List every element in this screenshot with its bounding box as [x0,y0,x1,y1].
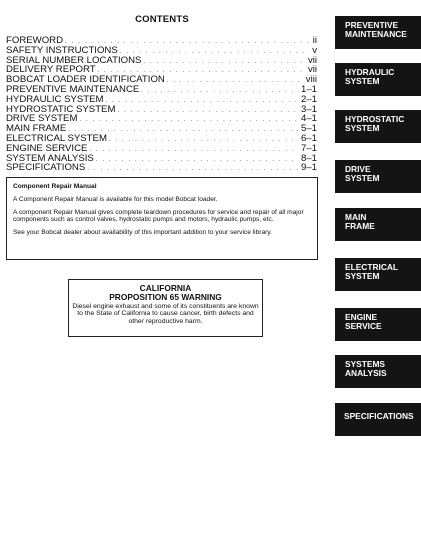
tab-specifications[interactable] [335,403,421,436]
tab-systems-analysis[interactable] [335,355,421,388]
section-tabs [335,0,421,560]
proposition-65-warning-box [68,279,263,337]
toc-label: ELECTRICAL SYSTEM [6,132,107,144]
tab-main-frame[interactable] [335,208,421,241]
tab-label: SYSTEMS ANALYSIS [345,359,387,378]
table-of-contents [6,36,317,173]
toc-leader-dots [117,107,299,117]
toc-page-number: 6–1 [300,132,317,144]
repair-manual-paragraph-1: A Component Repair Manual is available for this model Bobcat loader. [13,196,218,204]
toc-page-number: 7–1 [300,142,317,154]
component-repair-manual-box [6,177,318,260]
toc-page-number: 1–1 [300,83,317,95]
tab-label: MAIN FRAME [345,212,375,231]
tab-drive-system[interactable] [335,160,421,193]
toc-page-number: vii [307,54,317,66]
tab-electrical-system[interactable] [335,258,421,291]
toc-label: SPECIFICATIONS [6,162,86,174]
repair-manual-paragraph-2: A component Repair Manual gives complete teardown procedures for service and repair of all major components such as control valves, hydrostatic pumps and motors, hydraulic pumps, etc. [13,208,304,224]
toc-page-number: 4–1 [300,113,317,125]
toc-page-number: 3–1 [300,103,317,115]
warning-text: Diesel engine exhaust and some of its constituents are known to the State of California to cause cancer, birth defects and other reproductive harm. [72,303,259,325]
toc-label: HYDRAULIC SYSTEM [6,93,104,105]
toc-label: SYSTEM ANALYSIS [6,152,94,164]
toc-leader-dots [89,146,299,156]
tab-engine-service[interactable] [335,308,421,341]
tab-label: HYDRAULIC SYSTEM [345,67,395,86]
tab-label: DRIVE SYSTEM [345,164,380,183]
toc-page-number: 2–1 [300,93,317,105]
warning-title-line-2: PROPOSITION 65 WARNING [109,292,222,302]
toc-label: SAFETY INSTRUCTIONS [6,44,118,56]
toc-leader-dots [141,87,299,97]
toc-page-number: v [312,44,317,56]
toc-entry-specifications[interactable] [6,163,317,173]
tab-label: PREVENTIVE MAINTENANCE [345,20,407,39]
toc-label: PREVENTIVE MAINTENANCE [6,83,140,95]
toc-leader-dots [143,58,306,68]
tab-label: HYDROSTATIC SYSTEM [345,114,405,133]
toc-label: FOREWORD [6,35,64,46]
toc-leader-dots [79,116,299,126]
contents-title: CONTENTS [135,14,189,25]
toc-label: MAIN FRAME [6,123,67,135]
toc-label: SERIAL NUMBER LOCATIONS [6,54,142,66]
warning-title-line-1: CALIFORNIA [139,283,192,293]
toc-page-number: viii [305,74,317,86]
toc-page-number: ii [312,35,317,46]
toc-page-number: vii [307,64,317,76]
toc-leader-dots [109,136,299,146]
toc-label: BOBCAT LOADER IDENTIFICATION [6,74,165,86]
tab-label: SPECIFICATIONS [344,411,414,421]
repair-manual-paragraph-3: See your Bobcat dealer about availability of this important addition to your service library. [13,228,273,236]
toc-label: DELIVERY REPORT [6,64,96,76]
toc-label: HYDROSTATIC SYSTEM [6,103,116,115]
toc-page-number: 8–1 [300,152,317,164]
tab-label: ENGINE SERVICE [345,312,382,331]
repair-manual-title: Component Repair Manual [13,183,97,190]
toc-leader-dots [167,77,304,87]
toc-page-number: 5–1 [300,123,317,135]
tab-hydraulic-system[interactable] [335,63,421,96]
tab-label: ELECTRICAL SYSTEM [345,262,399,281]
toc-label: ENGINE SERVICE [6,142,88,154]
toc-leader-dots [96,156,299,166]
tab-preventive-maintenance[interactable] [335,16,421,49]
toc-page-number: 9–1 [300,162,317,174]
toc-leader-dots [120,48,310,58]
toc-leader-dots [106,97,299,107]
toc-leader-dots [87,165,299,175]
toc-label: DRIVE SYSTEM [6,113,78,125]
tab-hydrostatic-system[interactable] [335,110,421,143]
